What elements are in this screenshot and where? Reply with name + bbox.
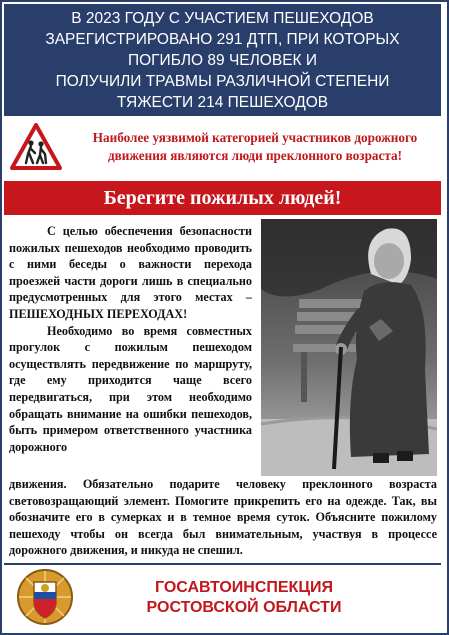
warning-line: Наиболее уязвимой категорией участников дорожного [92, 130, 418, 145]
traffic-police-emblem-icon [16, 568, 74, 626]
header-line: ТЯЖЕСТИ 214 ПЕШЕХОДОВ [116, 93, 329, 111]
header-line: В 2023 ГОДУ С УЧАСТИЕМ ПЕШЕХОДОВ [71, 9, 374, 27]
elderly-woman-with-cane-photo [261, 219, 437, 476]
footer-line: РОСТОВСКОЙ ОБЛАСТИ [146, 599, 342, 616]
header-line: ПОГИБЛО 89 ЧЕЛОВЕК И [127, 51, 318, 69]
footer [4, 563, 441, 629]
statistics-header [4, 4, 441, 116]
banner-title: Берегите пожилых людей! [4, 181, 441, 215]
footer-line: ГОСАВТОИНСПЕКЦИЯ [154, 579, 333, 596]
elderly-crossing-sign-icon [10, 123, 62, 171]
warning-line: движения являются люди преклонного возраста! [107, 148, 403, 163]
header-line: ПОЛУЧИЛИ ТРАВМЫ РАЗЛИЧНОЙ СТЕПЕНИ [55, 72, 390, 90]
vulnerable-category-text [74, 129, 436, 165]
body-paragraph: Необходимо во время совместных прогулок с пожилым пешеходом осуществлять передвижение по маршруту, где ему приходится чаще всего передвигаться, при этом необходимо обращать внимание на ошибки пешеходов, быть примером ответственного участника дорожного [9, 323, 252, 454]
footer-organization [94, 578, 394, 618]
warning-row [4, 121, 441, 176]
header-line: ЗАРЕГИСТРИРОВАНО 291 ДТП, ПРИ КОТОРЫХ [45, 30, 400, 48]
body-paragraph-full: движения. Обязательно подарите человеку преклонного возраста световозращающий элемент. Помогите прикрепить его на одежде. Так, вы обозначите его в сумерках и в темное время суток. Объясните пожилому пешеходу чтобы он всегда был внимательным, участвуя в процессе дорожного движения, и никуда не спешил. [9, 477, 437, 558]
body-column [9, 223, 252, 455]
body-paragraph: С целью обеспечения безопасности пожилых пешеходов необходимо проводить с ними беседы о важности перехода проезжей части дороги лишь в специально предусмотренных для этого местах – ПЕШЕХОДНЫХ ПЕРЕХОДАХ! [9, 224, 252, 321]
